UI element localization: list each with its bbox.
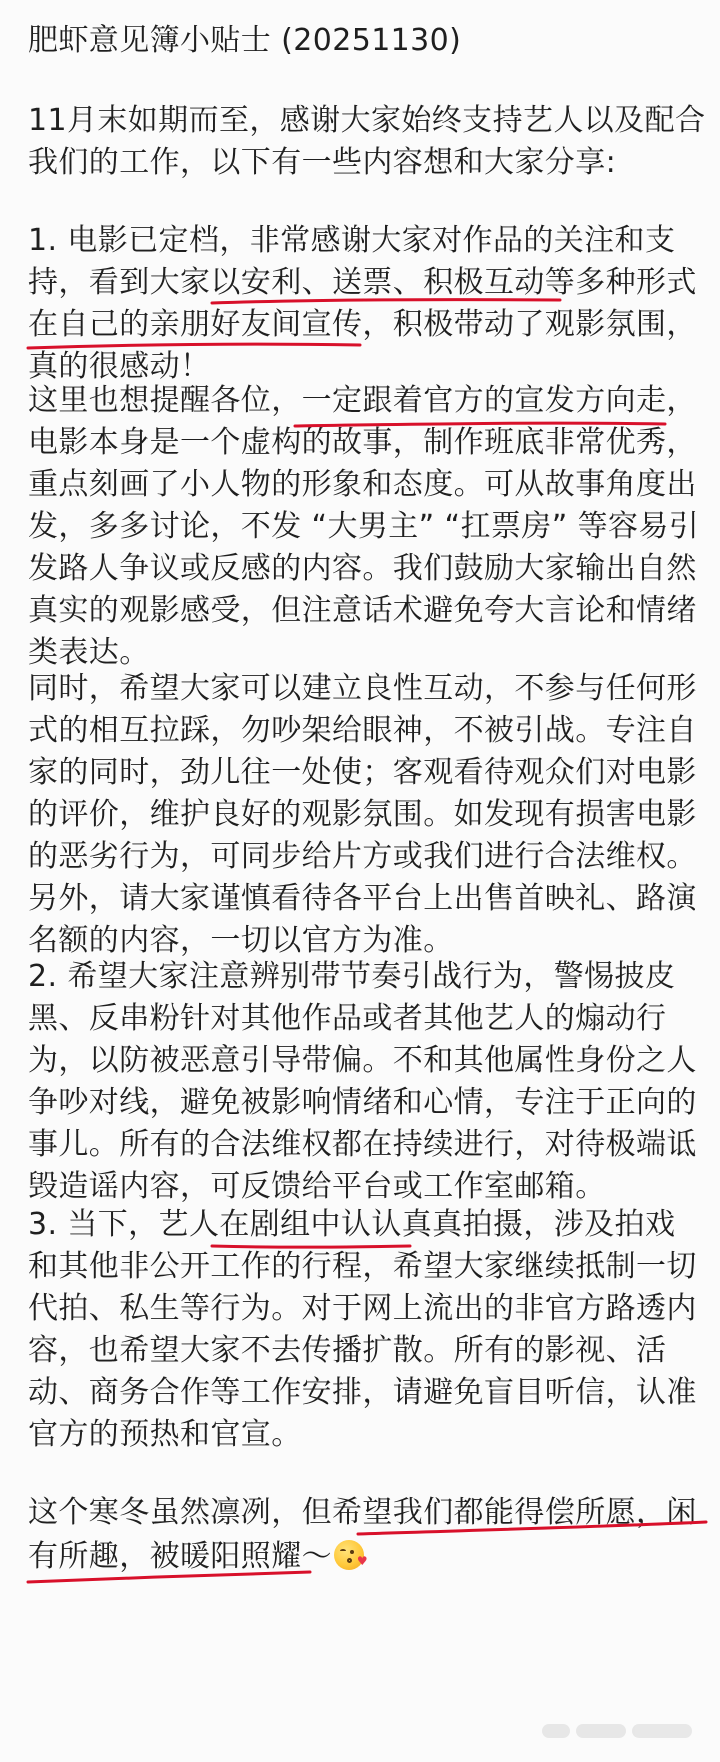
watermark xyxy=(542,1718,692,1744)
text-line: 家的同时，劲儿往一处使；客观看待观众们对电影 xyxy=(28,755,697,790)
underline-mark xyxy=(212,1246,410,1247)
text-line: 发路人争议或反感的内容。我们鼓励大家输出自然 xyxy=(28,551,697,586)
text-line: 重点刻画了小人物的形象和态度。可从故事角度出 xyxy=(28,467,697,502)
text-line: 争吵对线，避免被影响情绪和心情，专注于正向的 xyxy=(28,1085,697,1120)
text-line: 的恶劣行为，可同步给片方或我们进行合法维权。 xyxy=(28,839,697,874)
text-line: 动、商务合作等工作安排，请避免盲目听信，认准 xyxy=(28,1375,697,1410)
text-line: 我们的工作，以下有一些内容想和大家分享: xyxy=(28,145,617,180)
text-line: 这个寒冬虽然凛冽，但希望我们都能得偿所愿，闲 xyxy=(28,1495,697,1530)
text-line: 2. 希望大家注意辨别带节奏引战行为，警惕披皮 xyxy=(28,959,676,994)
text-line: 毁造谣内容，可反馈给平台或工作室邮箱。 xyxy=(28,1169,606,1204)
closing-line xyxy=(28,1539,368,1574)
text-line: 真的很感动！ xyxy=(28,349,211,384)
text-line: 另外，请大家谨慎看待各平台上出售首映礼、路演 xyxy=(28,881,697,916)
text-line: 名额的内容，一切以官方为准。 xyxy=(28,923,454,958)
text-line: 和其他非公开工作的行程，希望大家继续抵制一切 xyxy=(28,1249,697,1284)
text-line: 容，也希望大家不去传播扩散。所有的影视、活 xyxy=(28,1333,667,1368)
text-line: 11月末如期而至，感谢大家始终支持艺人以及配合 xyxy=(28,103,706,138)
text-line: 发，多多讨论，不发 “大男主” “扛票房” 等容易引 xyxy=(28,509,700,544)
text-line: 事儿。所有的合法维权都在持续进行，对待极端诋 xyxy=(28,1127,697,1162)
text-line: 真实的观影感受，但注意话术避免夸大言论和情绪 xyxy=(28,593,697,628)
text-line: 的评价，维护良好的观影氛围。如发现有损害电影 xyxy=(28,797,697,832)
underline-mark xyxy=(28,344,360,348)
text-line: 同时，希望大家可以建立良性互动，不参与任何形 xyxy=(28,671,697,706)
text-line: 在自己的亲朋好友间宣传，积极带动了观影氛围， xyxy=(28,307,697,342)
underline-mark xyxy=(212,300,560,303)
text-line: 为，以防被恶意引导带偏。不和其他属性身份之人 xyxy=(28,1043,697,1078)
text-line: 1. 电影已定档，非常感谢大家对作品的关注和支 xyxy=(28,223,676,258)
text-line: 代拍、私生等行为。对于网上流出的非官方路透内 xyxy=(28,1291,697,1326)
document-title: 肥虾意见簿小贴士 (20251130) xyxy=(28,23,462,58)
text-line: 式的相互拉踩，勿吵架给眼神，不被引战。专注自 xyxy=(28,713,697,748)
blowing-kiss-emoji-icon: ♥ xyxy=(334,1540,364,1570)
text-line: 持，看到大家以安利、送票、积极互动等多种形式 xyxy=(28,265,697,300)
text-line: 类表达。 xyxy=(28,635,150,670)
text-line: 官方的预热和官宣。 xyxy=(28,1417,302,1452)
text-line: 电影本身是一个虚构的故事，制作班底非常优秀， xyxy=(28,425,697,460)
text-line: 黑、反串粉针对其他作品或者其他艺人的煽动行 xyxy=(28,1001,667,1036)
closing-text: 有所趣，被暖阳照耀～ xyxy=(28,1539,332,1574)
text-line: 这里也想提醒各位，一定跟着官方的宣发方向走， xyxy=(28,383,697,418)
text-line: 3. 当下，艺人在剧组中认认真真拍摄，涉及拍戏 xyxy=(28,1207,676,1242)
